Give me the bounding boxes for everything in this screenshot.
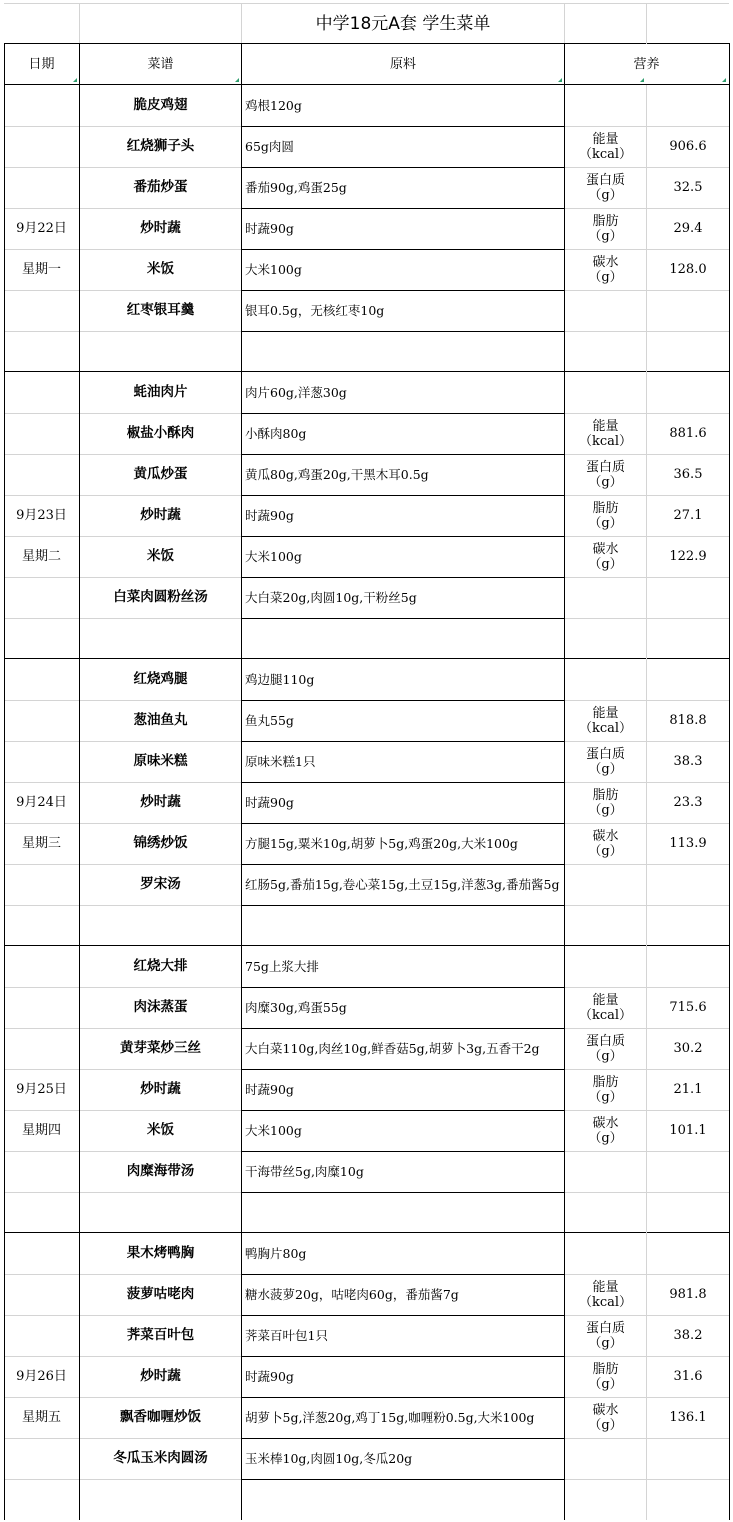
grid-line-light [4,1028,79,1029]
grid-line-light [4,577,79,578]
dish-name: 锦绣炒饭 [133,835,188,851]
nutrition-label-name: 碳水 [592,541,619,557]
dish-ingredients: 大米100g [245,262,302,277]
day-weekday: 星期一 [21,262,61,277]
grid-line [241,536,565,537]
grid-line [241,864,565,865]
nutrition-value: 32.5 [673,180,703,195]
grid-line-light [4,618,79,619]
nutrition-value: 101.1 [669,1123,707,1138]
nutrition-value: 128.0 [669,262,707,277]
nutrition-label [565,741,646,782]
grid-line-light [4,782,79,783]
grid-line-light [79,413,241,414]
day-weekday: 星期四 [21,1123,61,1138]
grid-line-light [4,864,79,865]
grid-line-light [4,1315,79,1316]
nutrition-label [565,1069,646,1110]
dish-name: 菠萝咕咾肉 [126,1286,195,1302]
grid-line-light [4,1356,79,1357]
nutrition-label-name: 脂肪 [592,1074,619,1090]
grid-line-light [79,1397,241,1398]
filter-dropdown-icon[interactable] [722,78,726,82]
grid-line-light [4,1192,79,1193]
grid-line-light [4,1069,79,1070]
nutrition-label-unit: （g） [588,269,623,285]
grid-line-light [4,454,79,455]
dish-ingredients: 胡萝卜5g,洋葱20g,鸡丁15g,咖喱粉0.5g,大米100g [245,1409,535,1425]
nutrition-label-name: 能量 [592,992,619,1008]
grid-line [4,371,730,372]
grid-line [4,84,730,85]
grid-line-light [79,782,241,783]
day-date: 9月22日 [16,221,67,236]
grid-line-light [79,1438,241,1439]
grid-line [241,126,565,127]
dish-ingredients: 大白菜110g,肉丝10g,鲜香菇5g,胡萝卜3g,五香干2g [245,1040,540,1056]
dish-ingredients: 时蔬90g [245,508,294,523]
dish-ingredients: 小酥肉80g [245,426,307,441]
dish-ingredients: 原味米糕1只 [245,754,316,769]
nutrition-label-unit: （g） [588,556,623,572]
grid-line-light [4,1274,79,1275]
dish-ingredients: 肉片60g,洋葱30g [245,385,347,400]
grid-line-light [79,823,241,824]
grid-line-light [79,454,241,455]
nutrition-label-name: 碳水 [592,1402,619,1418]
nutrition-label-name: 蛋白质 [585,746,625,762]
dish-ingredients: 时蔬90g [245,795,294,810]
dish-name: 黄瓜炒蛋 [133,466,188,482]
grid-line [4,43,730,44]
nutrition-value: 906.6 [669,139,707,154]
grid-line [729,43,730,1520]
grid-line-light [4,536,79,537]
dish-ingredients: 干海带丝5g,肉糜10g [245,1164,364,1179]
grid-line-light [79,126,241,127]
grid-line-light [79,167,241,168]
nutrition-label-unit: （g） [588,1335,623,1351]
grid-line-light [79,1110,241,1111]
nutrition-label [565,823,646,864]
nutrition-label-unit: （g） [588,474,623,490]
nutrition-label-name: 蛋白质 [585,1033,625,1049]
nutrition-label-unit: （g） [588,1376,623,1392]
dish-name: 炒时蔬 [140,220,181,236]
dish-ingredients: 大白菜20g,肉圆10g,干粉丝5g [245,590,417,605]
nutrition-label-name: 能量 [592,705,619,721]
header-date: 日期 [28,56,55,72]
grid-line-light [4,1110,79,1111]
grid-line-light [79,987,241,988]
nutrition-label-unit: （kcal） [578,1007,633,1023]
nutrition-value: 38.2 [673,1328,703,1343]
grid-line-light [4,167,79,168]
grid-line-light [564,3,565,44]
dish-ingredients: 鸡根120g [245,98,302,113]
dish-name: 红烧狮子头 [126,138,195,154]
nutrition-label-unit: （g） [588,761,623,777]
nutrition-label-name: 能量 [592,1279,619,1295]
dish-name: 炒时蔬 [140,794,181,810]
dish-name: 罗宋汤 [140,876,181,892]
grid-line [241,290,565,291]
grid-line [79,43,80,1520]
header-nutrition: 营养 [633,56,660,72]
nutrition-label-unit: （kcal） [578,1294,633,1310]
dish-name: 米饭 [147,261,174,277]
grid-line-light [79,249,241,250]
dish-ingredients: 65g肉圆 [245,139,294,154]
grid-line-light [4,1479,79,1480]
grid-line [241,167,565,168]
filter-dropdown-icon[interactable] [640,78,644,82]
grid-line-light [4,823,79,824]
grid-line-light [4,495,79,496]
grid-line-light [79,1479,241,1480]
day-weekday: 星期三 [21,836,61,851]
nutrition-value: 31.6 [673,1369,703,1384]
nutrition-label-name: 脂肪 [592,500,619,516]
day-date: 9月24日 [16,795,67,810]
nutrition-label [565,987,646,1028]
day-weekday: 星期五 [21,1410,61,1425]
nutrition-label-name: 脂肪 [592,213,619,229]
grid-line-light [79,208,241,209]
dish-name: 肉沫蒸蛋 [133,999,188,1015]
dish-name: 黄芽菜炒三丝 [120,1040,201,1056]
grid-line-light [4,905,79,906]
grid-line-light [79,495,241,496]
nutrition-label-unit: （g） [588,228,623,244]
dish-name: 果木烤鸭胸 [126,1245,195,1261]
grid-line-light [4,1151,79,1152]
dish-name: 番茄炒蛋 [133,179,188,195]
dish-name: 原味米糕 [133,753,188,769]
grid-line [4,945,730,946]
dish-name: 炒时蔬 [140,1368,181,1384]
day-date: 9月23日 [16,508,67,523]
grid-line [241,577,565,578]
grid-line [241,331,565,332]
grid-line [241,1192,565,1193]
nutrition-label [565,495,646,536]
grid-line-light [79,741,241,742]
grid-line [241,618,565,619]
nutrition-value: 36.5 [673,467,703,482]
header-ingredients: 原料 [389,56,416,72]
dish-ingredients: 大米100g [245,549,302,564]
grid-line-light [241,3,242,44]
dish-ingredients: 时蔬90g [245,221,294,236]
grid-line [241,1069,565,1070]
nutrition-value: 136.1 [669,1410,707,1425]
grid-line-light [4,249,79,250]
grid-line [241,1397,565,1398]
grid-line-light [4,3,729,4]
grid-line [241,454,565,455]
grid-line-light [79,577,241,578]
dish-ingredients: 时蔬90g [245,1369,294,1384]
dish-ingredients: 时蔬90g [245,1082,294,1097]
grid-line [241,495,565,496]
grid-line-light [4,700,79,701]
dish-ingredients: 番茄90g,鸡蛋25g [245,180,347,195]
grid-line [241,823,565,824]
nutrition-value: 122.9 [669,549,707,564]
dish-name: 葱油鱼丸 [133,712,188,728]
dish-ingredients: 荠菜百叶包1只 [245,1328,328,1343]
nutrition-label-unit: （g） [588,1130,623,1146]
nutrition-value: 27.1 [673,508,703,523]
nutrition-label-name: 脂肪 [592,787,619,803]
nutrition-label-unit: （kcal） [578,720,633,736]
nutrition-value: 113.9 [669,836,707,851]
dish-ingredients: 黄瓜80g,鸡蛋20g,干黑木耳0.5g [245,467,429,482]
grid-line-light [4,413,79,414]
dish-name: 脆皮鸡翅 [133,97,188,113]
nutrition-label [565,167,646,208]
grid-line [241,905,565,906]
dish-name: 飘香咖喱炒饭 [120,1409,201,1425]
dish-ingredients: 方腿15g,粟米10g,胡萝卜5g,鸡蛋20g,大米100g [245,836,518,851]
nutrition-label-name: 能量 [592,131,619,147]
dish-ingredients: 鱼丸55g [245,713,294,728]
dish-name: 肉糜海带汤 [126,1163,195,1179]
nutrition-label [565,1028,646,1069]
filter-dropdown-icon[interactable] [558,78,562,82]
grid-line-light [4,1397,79,1398]
dish-name: 红烧鸡腿 [133,671,188,687]
grid-line-light [4,126,79,127]
dish-name: 炒时蔬 [140,507,181,523]
nutrition-value: 881.6 [669,426,707,441]
grid-line-light [79,290,241,291]
grid-line-light [79,618,241,619]
grid-line [564,43,565,1520]
grid-line-light [79,1315,241,1316]
nutrition-value: 981.8 [669,1287,707,1302]
grid-line-light [79,536,241,537]
grid-line [241,1151,565,1152]
nutrition-value: 818.8 [669,713,707,728]
header-menu: 菜谱 [147,56,174,72]
grid-line [241,782,565,783]
dish-ingredients: 大米100g [245,1123,302,1138]
grid-line-light [646,85,647,1520]
grid-line-light [646,3,647,44]
nutrition-label-unit: （g） [588,802,623,818]
nutrition-label [565,413,646,454]
nutrition-label-name: 蛋白质 [585,172,625,188]
grid-line-light [79,331,241,332]
nutrition-label [565,1356,646,1397]
grid-line-light [79,1274,241,1275]
dish-ingredients: 银耳0.5g，无核红枣10g [245,303,385,318]
dish-name: 米饭 [147,1122,174,1138]
grid-line-light [79,1356,241,1357]
grid-line [241,741,565,742]
grid-line [241,1438,565,1439]
filter-dropdown-icon[interactable] [73,78,77,82]
grid-line-light [79,905,241,906]
nutrition-value: 30.2 [673,1041,703,1056]
dish-name: 红烧大排 [133,958,188,974]
nutrition-label [565,1397,646,1438]
nutrition-label [565,1110,646,1151]
nutrition-label [565,208,646,249]
nutrition-label [565,782,646,823]
nutrition-label-unit: （kcal） [578,146,633,162]
nutrition-label-unit: （kcal） [578,433,633,449]
dish-name: 椒盐小酥肉 [126,425,195,441]
nutrition-value: 23.3 [673,795,703,810]
nutrition-label-unit: （g） [588,1048,623,1064]
dish-name: 白菜肉圆粉丝汤 [113,589,208,605]
dish-name: 红枣银耳羹 [126,302,195,318]
grid-line [4,1232,730,1233]
nutrition-label-name: 蛋白质 [585,1320,625,1336]
grid-line-light [79,1028,241,1029]
grid-line [241,987,565,988]
grid-line-light [4,741,79,742]
grid-line-light [79,864,241,865]
nutrition-label [565,1274,646,1315]
dish-name: 荠菜百叶包 [126,1327,195,1343]
dish-ingredients: 鸡边腿110g [245,672,315,687]
nutrition-label-name: 脂肪 [592,1361,619,1377]
nutrition-label-name: 蛋白质 [585,459,625,475]
grid-line [241,43,242,1520]
nutrition-label-name: 碳水 [592,254,619,270]
dish-ingredients: 糖水菠萝20g，咕咾肉60g，番茄酱7g [245,1287,459,1302]
grid-line [4,43,5,1520]
dish-ingredients: 鸭胸片80g [245,1246,307,1261]
nutrition-label-unit: （g） [588,515,623,531]
grid-line-light [4,290,79,291]
nutrition-label [565,126,646,167]
grid-line-light [4,331,79,332]
nutrition-label-name: 能量 [592,418,619,434]
nutrition-value: 38.3 [673,754,703,769]
dish-name: 蚝油肉片 [133,384,188,400]
dish-name: 炒时蔬 [140,1081,181,1097]
dish-name: 冬瓜玉米肉圆汤 [113,1450,208,1466]
nutrition-label [565,536,646,577]
grid-line [241,1479,565,1480]
grid-line-light [4,1438,79,1439]
grid-line-light [4,208,79,209]
grid-line [241,249,565,250]
nutrition-label [565,249,646,290]
grid-line [241,1028,565,1029]
grid-line-light [4,987,79,988]
day-date: 9月26日 [16,1369,67,1384]
nutrition-value: 21.1 [673,1082,703,1097]
filter-dropdown-icon[interactable] [235,78,239,82]
grid-line [241,208,565,209]
nutrition-label-unit: （g） [588,1417,623,1433]
nutrition-value: 29.4 [673,221,703,236]
grid-line [241,700,565,701]
dish-ingredients: 红肠5g,番茄15g,卷心菜15g,土豆15g,洋葱3g,番茄酱5g [245,876,560,892]
dish-name: 米饭 [147,548,174,564]
nutrition-label-name: 碳水 [592,828,619,844]
dish-ingredients: 玉米棒10g,肉圆10g,冬瓜20g [245,1451,413,1466]
grid-line [241,1274,565,1275]
grid-line [4,658,730,659]
grid-line [241,1315,565,1316]
grid-line-light [79,1069,241,1070]
nutrition-label [565,1315,646,1356]
grid-line [241,1356,565,1357]
grid-line [241,1110,565,1111]
dish-ingredients: 肉糜30g,鸡蛋55g [245,1000,347,1015]
nutrition-value: 715.6 [669,1000,707,1015]
grid-line-light [79,3,80,44]
nutrition-label [565,700,646,741]
nutrition-label-unit: （g） [588,187,623,203]
nutrition-label-name: 碳水 [592,1115,619,1131]
grid-line-light [79,700,241,701]
grid-line-light [79,1192,241,1193]
nutrition-label-unit: （g） [588,843,623,859]
day-date: 9月25日 [16,1082,67,1097]
nutrition-label-unit: （g） [588,1089,623,1105]
grid-line [241,413,565,414]
dish-ingredients: 75g上浆大排 [245,959,319,974]
grid-line-light [79,1151,241,1152]
nutrition-label [565,454,646,495]
sheet-title: 中学18元A套 学生菜单 [315,13,491,34]
day-weekday: 星期二 [21,549,61,564]
